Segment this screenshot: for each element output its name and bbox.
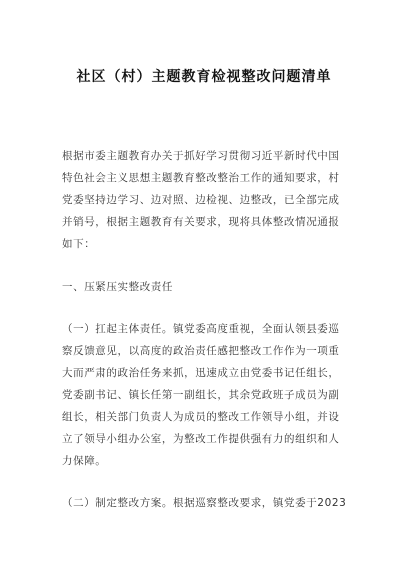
text-line: 如下： [62,238,96,250]
text-line: 组长，相关部门负责人为成员的整改工作领导小组，并设 [62,411,340,423]
text-line: 并销号，根据主题教育有关要求，现将具体整改情况通报 [62,216,340,228]
text-line: 党委副书记、镇长任第一副组长，其余党政班子成员为副 [62,389,340,401]
intro-paragraph [62,145,348,255]
section-paragraph-1 [62,318,348,472]
text-line: 根据市委主题教育办关于抓好学习贯彻习近平新时代中国 [62,150,340,162]
text-line: 察反馈意见，以高度的政治责任感把整改工作作为一项重 [62,345,340,357]
heading-text: 一、压紧压实整改责任 [62,281,173,293]
text-line: 党委坚持边学习、边对照、边检视、边整改，已全部完成 [62,194,340,206]
document-title: 社区（村）主题教育检视整改问题清单 [76,69,332,85]
text-line: 特色社会主义思想主题教育整改整治工作的通知要求，村 [62,172,340,184]
text-line: 力保障。 [62,455,107,467]
section-paragraph-2 [62,492,348,514]
text-line: （二）制定整改方案。根据巡察整改要求，镇党委于2023 [62,497,347,509]
text-line: （一）扛起主体责任。镇党委高度重视，全面认领县委巡 [62,323,340,335]
text-line: 大而严肃的政治任务来抓，迅速成立由党委书记任组长， [62,367,340,379]
text-line: 立了领导小组办公室，为整改工作提供强有力的组织和人 [62,433,340,445]
section-heading [62,276,348,298]
